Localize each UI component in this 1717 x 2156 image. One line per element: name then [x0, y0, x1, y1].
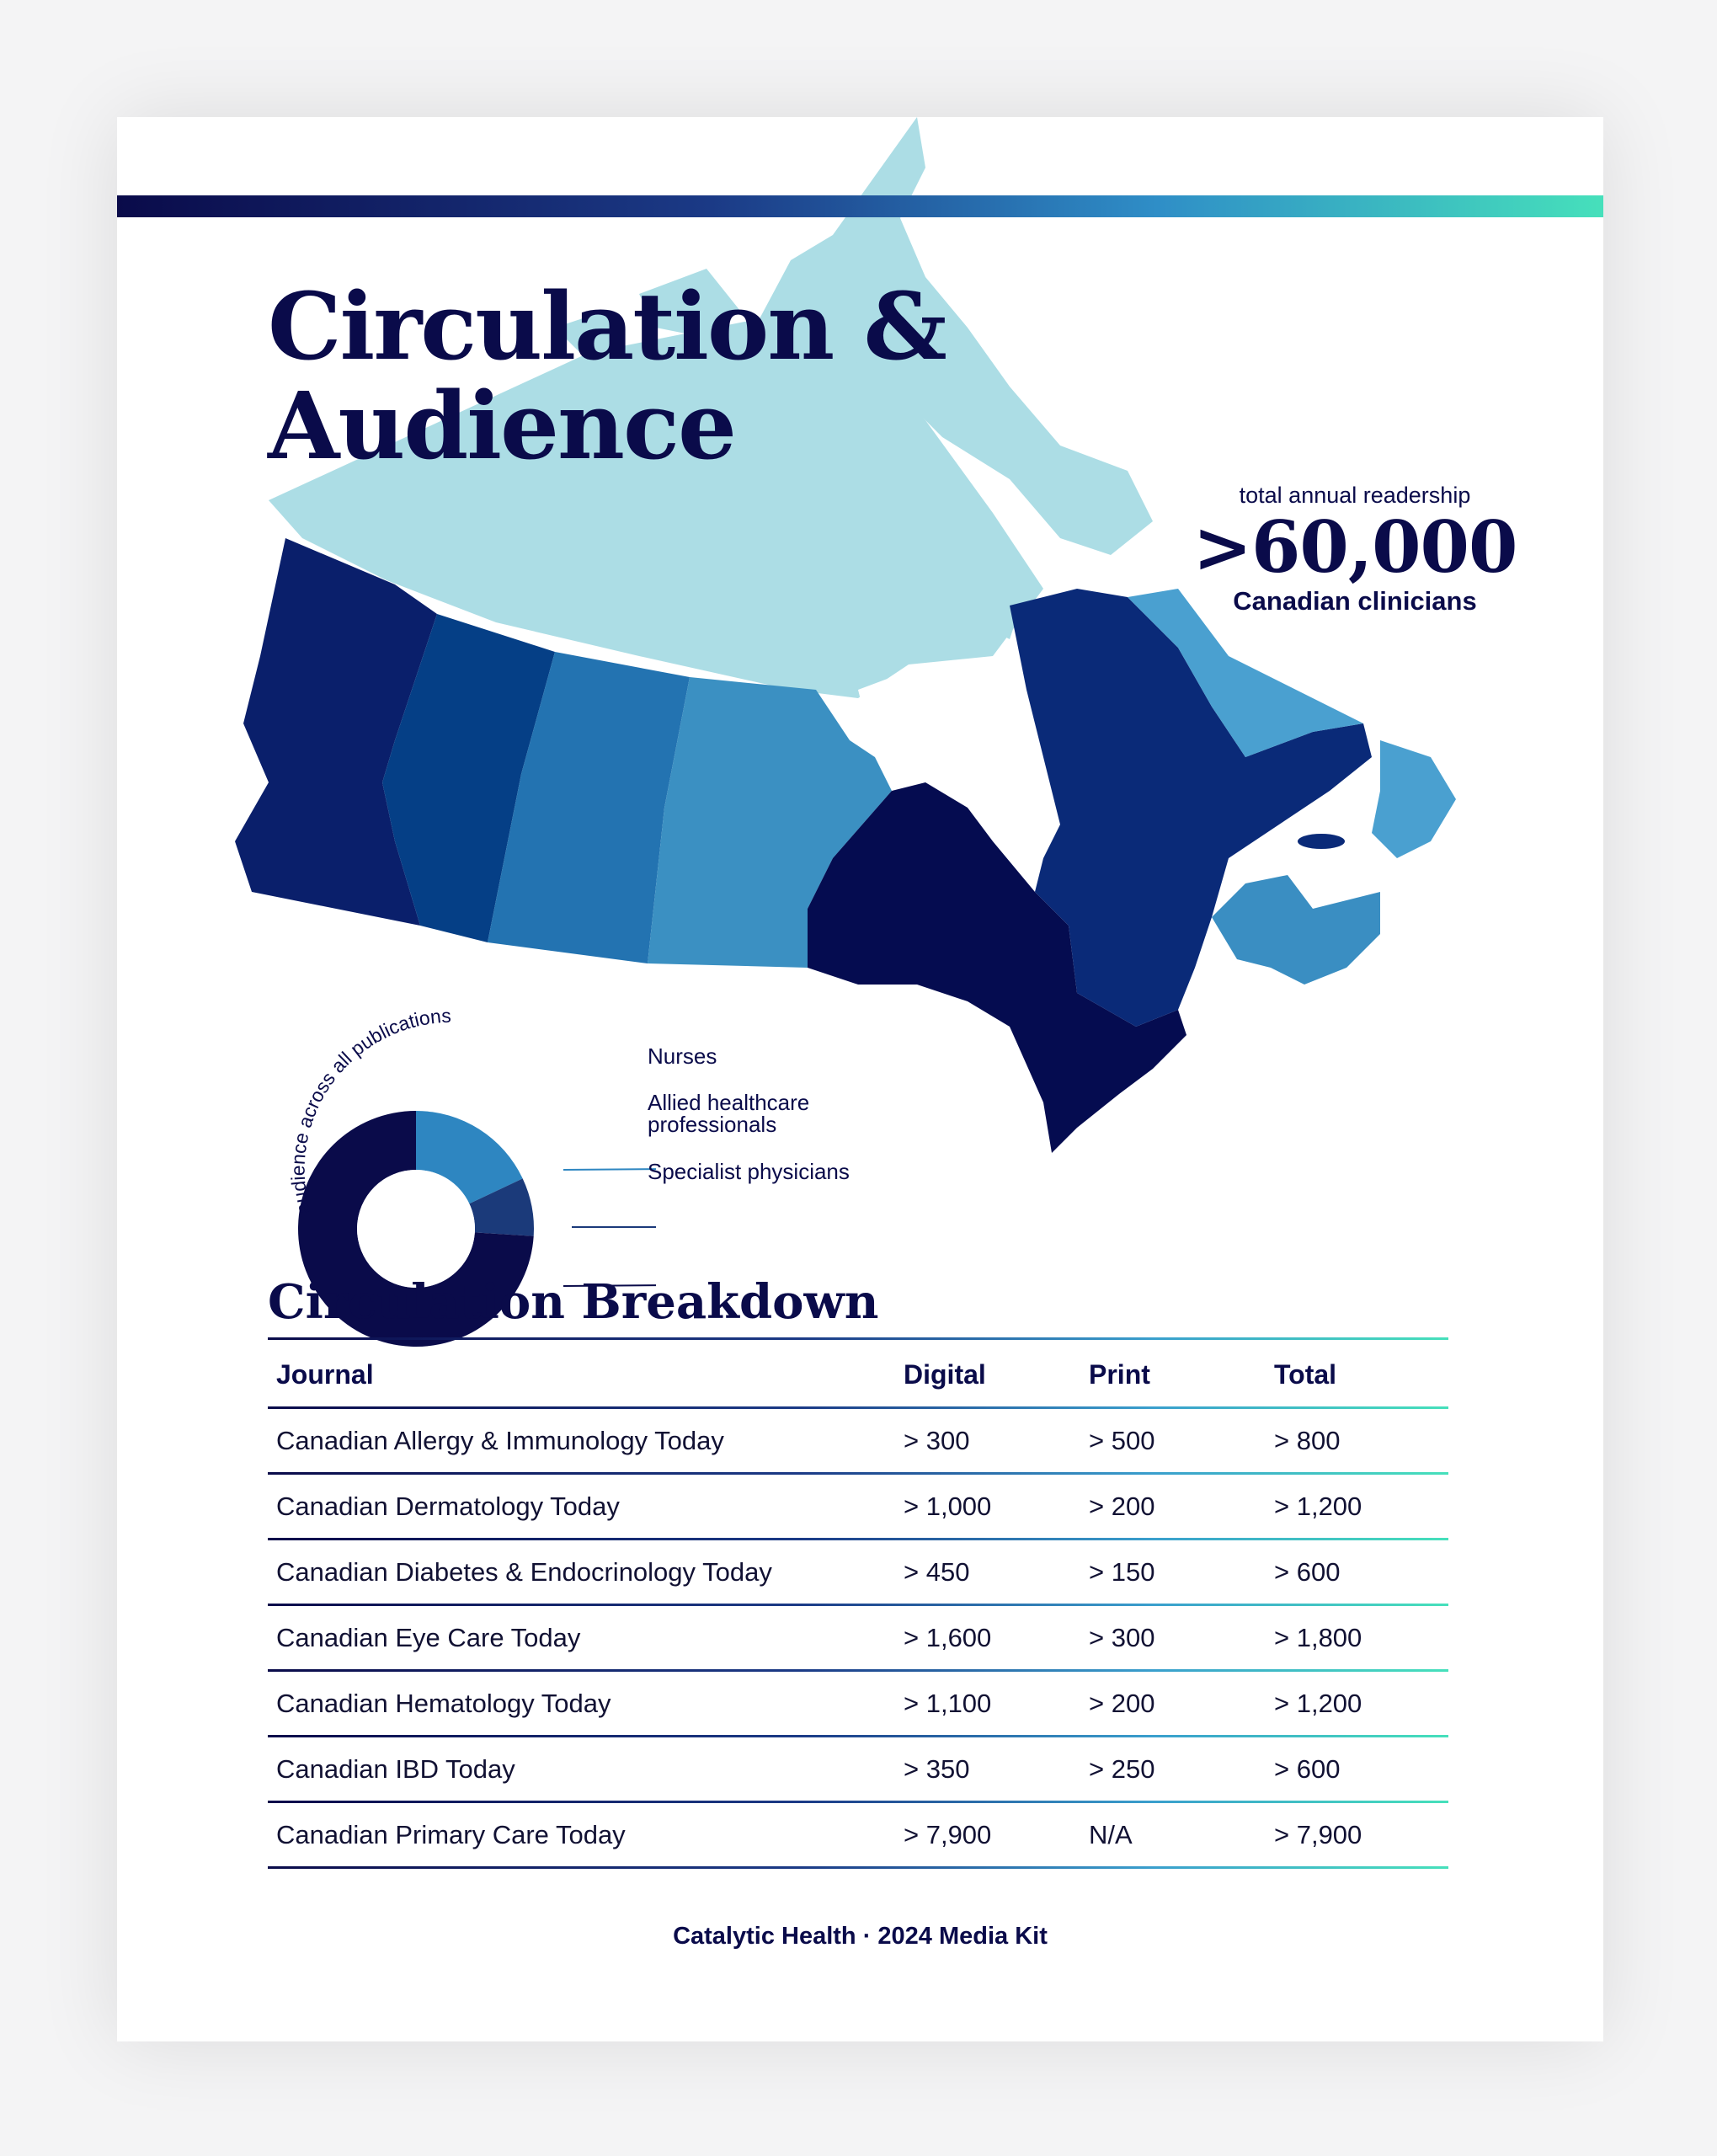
cell-journal: Canadian Hematology Today: [276, 1689, 611, 1718]
cell-total: > 600: [1274, 1754, 1341, 1784]
cell-print: N/A: [1089, 1820, 1133, 1849]
legend-specialists: Specialist physicians: [648, 1159, 850, 1184]
cell-digital: > 450: [904, 1557, 970, 1587]
table-row: [268, 1672, 1448, 1737]
header-digital: Digital: [904, 1359, 986, 1390]
cell-total: > 7,900: [1274, 1820, 1362, 1849]
readership-callout: [1144, 482, 1565, 616]
header-print: Print: [1089, 1359, 1150, 1390]
map-newfoundland: [1372, 740, 1456, 858]
cell-print: > 300: [1089, 1623, 1155, 1652]
header-journal: Journal: [276, 1359, 374, 1390]
media-kit-page: [117, 117, 1603, 2041]
cell-total: > 1,200: [1274, 1492, 1362, 1521]
page-footer: Catalytic Health · 2024 Media Kit: [673, 1923, 1048, 1950]
cell-print: > 500: [1089, 1426, 1155, 1455]
table-row: [268, 1606, 1448, 1672]
cell-digital: > 300: [904, 1426, 970, 1455]
table-row: [268, 1803, 1448, 1869]
table-header-row: [268, 1343, 1448, 1409]
cell-digital: > 1,000: [904, 1492, 992, 1521]
cell-total: > 1,800: [1274, 1623, 1362, 1652]
cell-print: > 250: [1089, 1754, 1155, 1784]
map-maritimes: [1212, 875, 1380, 985]
cell-journal: Canadian IBD Today: [276, 1754, 515, 1784]
cell-print: > 150: [1089, 1557, 1155, 1587]
breakdown-title-rule: [268, 1337, 1448, 1340]
title-line-2: Audience: [268, 371, 735, 480]
title-line-1: Circulation &: [268, 272, 946, 381]
donut-hole: [357, 1170, 475, 1288]
circulation-table: [268, 1343, 1448, 1869]
readership-value: >60,000: [1192, 505, 1517, 589]
top-gradient-bar: [117, 195, 1603, 217]
table-row: [268, 1409, 1448, 1475]
table-row: [268, 1475, 1448, 1540]
legend-allied-line2: professionals: [648, 1112, 777, 1137]
legend-nurses: Nurses: [648, 1043, 717, 1069]
cell-digital: > 1,600: [904, 1623, 992, 1652]
cell-journal: Canadian Diabetes & Endocrinology Today: [276, 1557, 772, 1587]
donut-arc-label: audience across all publications: [286, 1004, 452, 1217]
legend-allied: [648, 1091, 809, 1135]
cell-journal: Canadian Eye Care Today: [276, 1623, 581, 1652]
cell-journal: Canadian Dermatology Today: [276, 1492, 620, 1521]
cell-digital: > 1,100: [904, 1689, 992, 1718]
cell-total: > 600: [1274, 1557, 1341, 1587]
cell-print: > 200: [1089, 1689, 1155, 1718]
table-row: [268, 1540, 1448, 1606]
legend-allied-line1: Allied healthcare: [648, 1090, 810, 1115]
cell-print: > 200: [1089, 1492, 1155, 1521]
readership-label: total annual readership: [1239, 483, 1471, 508]
breakdown-title: Circulation Breakdown: [268, 1274, 879, 1330]
header-total: Total: [1274, 1359, 1337, 1390]
cell-digital: > 7,900: [904, 1820, 992, 1849]
table-row: [268, 1737, 1448, 1803]
page-title: [268, 272, 946, 480]
cell-total: > 1,200: [1274, 1689, 1362, 1718]
cell-journal: Canadian Allergy & Immunology Today: [276, 1426, 724, 1455]
cell-journal: Canadian Primary Care Today: [276, 1820, 626, 1849]
cell-total: > 800: [1274, 1426, 1341, 1455]
cell-digital: > 350: [904, 1754, 970, 1784]
readership-sub: Canadian clinicians: [1233, 586, 1477, 616]
